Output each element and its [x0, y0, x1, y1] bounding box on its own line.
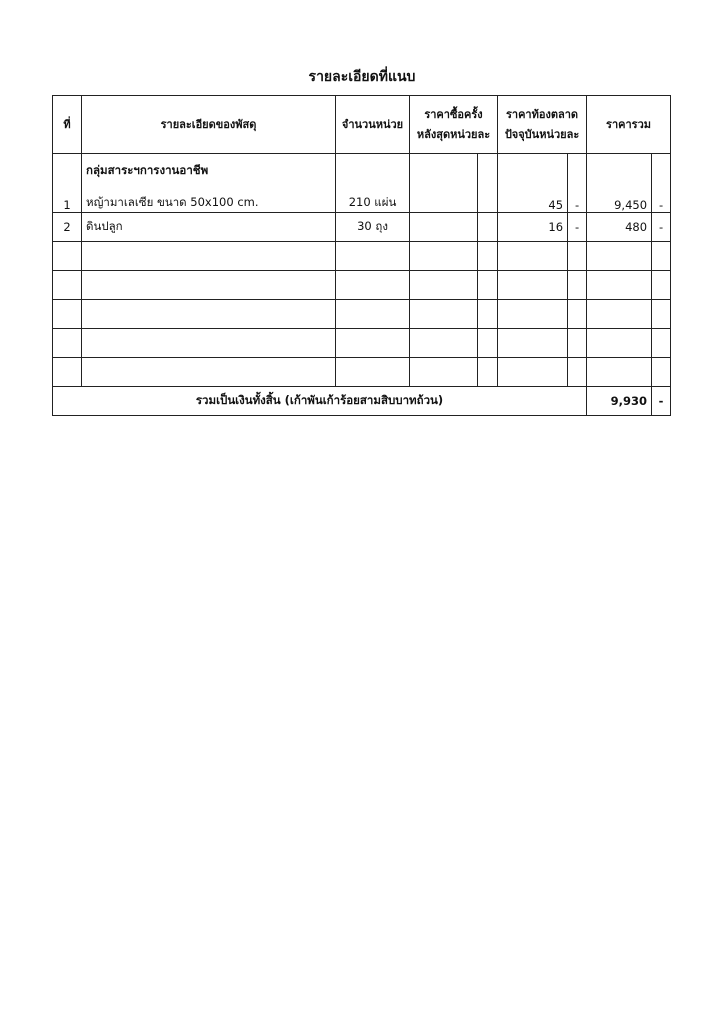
row-no	[53, 358, 82, 387]
row-total-satang: -	[652, 154, 671, 213]
table-row	[53, 300, 671, 329]
row-last-price-satang	[478, 300, 498, 329]
row-market-price-satang	[568, 358, 587, 387]
row-market-price	[498, 271, 568, 300]
row-last-price	[410, 213, 478, 242]
row-no: 2	[53, 213, 82, 242]
row-no	[53, 271, 82, 300]
document-title: รายละเอียดที่แนบ	[308, 69, 416, 85]
row-last-price	[410, 271, 478, 300]
header-market-price-line1: ราคาท้องตลาด	[505, 107, 579, 121]
row-market-price: 16	[498, 213, 568, 242]
items-table	[52, 95, 671, 416]
grand-total-label: รวมเป็นเงินทั้งสิ้น (เก้าพันเก้าร้อยสามสิบบาทถ้วน)	[53, 387, 587, 416]
row-market-price: 45	[498, 154, 568, 213]
grand-total-row	[53, 387, 671, 416]
row-description	[82, 271, 336, 300]
grand-total-amount: 9,930	[587, 387, 652, 416]
row-total-satang	[652, 329, 671, 358]
row-description	[82, 358, 336, 387]
row-last-price	[410, 300, 478, 329]
row-quantity: 30 ถุง	[336, 213, 410, 242]
row-last-price	[410, 358, 478, 387]
row-last-price	[410, 329, 478, 358]
row-last-price-satang	[478, 271, 498, 300]
row-quantity	[336, 300, 410, 329]
row-last-price-satang	[478, 154, 498, 213]
row-total	[587, 300, 652, 329]
row-market-price-satang	[568, 271, 587, 300]
table-row	[53, 154, 671, 213]
row-no	[53, 242, 82, 271]
row-market-price-satang	[568, 242, 587, 271]
row-no	[53, 329, 82, 358]
table-row	[53, 358, 671, 387]
row-market-price	[498, 242, 568, 271]
group-label: กลุ่มสาระฯการงานอาชีพ	[86, 163, 209, 177]
row-no: 1	[53, 154, 82, 213]
row-quantity: 210 แผ่น	[336, 154, 410, 213]
row-total: 9,450	[587, 154, 652, 213]
row-no	[53, 300, 82, 329]
row-description	[82, 300, 336, 329]
header-last-price-line1: ราคาซื้อครั้ง	[424, 107, 483, 121]
row-description: ดินปลูก	[82, 213, 336, 242]
header-last-price-line2: หลังสุดหน่วยละ	[416, 127, 491, 141]
row-description: หญ้ามาเลเซีย ขนาด 50x100 cm.	[86, 195, 259, 209]
row-market-price-satang: -	[568, 154, 587, 213]
row-total-satang	[652, 271, 671, 300]
grand-total-satang: -	[652, 387, 671, 416]
header-total: ราคารวม	[587, 96, 671, 154]
row-total	[587, 242, 652, 271]
row-quantity	[336, 358, 410, 387]
row-market-price	[498, 300, 568, 329]
row-total-satang	[652, 300, 671, 329]
row-quantity	[336, 242, 410, 271]
header-description: รายละเอียดของพัสดุ	[82, 96, 336, 154]
row-last-price-satang	[478, 213, 498, 242]
row-total-satang	[652, 242, 671, 271]
row-market-price-satang: -	[568, 213, 587, 242]
row-total-satang	[652, 358, 671, 387]
row-market-price	[498, 358, 568, 387]
row-last-price	[410, 242, 478, 271]
row-total: 480	[587, 213, 652, 242]
header-quantity: จำนวนหน่วย	[336, 96, 410, 154]
table-row	[53, 271, 671, 300]
header-market-price	[498, 96, 587, 154]
table-row	[53, 242, 671, 271]
table-row	[53, 213, 671, 242]
table-row	[53, 329, 671, 358]
row-description	[82, 242, 336, 271]
row-last-price-satang	[478, 242, 498, 271]
row-last-price-satang	[478, 358, 498, 387]
row-total-satang: -	[652, 213, 671, 242]
header-no: ที่	[53, 96, 82, 154]
row-last-price-satang	[478, 329, 498, 358]
row-total	[587, 329, 652, 358]
row-description	[82, 329, 336, 358]
row-total	[587, 358, 652, 387]
row-description-cell	[82, 154, 336, 213]
row-market-price-satang	[568, 329, 587, 358]
row-market-price	[498, 329, 568, 358]
row-total	[587, 271, 652, 300]
table-header-row	[53, 96, 671, 154]
row-market-price-satang	[568, 300, 587, 329]
header-last-price	[410, 96, 498, 154]
row-last-price	[410, 154, 478, 213]
row-quantity	[336, 271, 410, 300]
row-quantity	[336, 329, 410, 358]
header-market-price-line2: ปัจจุบันหน่วยละ	[504, 127, 580, 141]
